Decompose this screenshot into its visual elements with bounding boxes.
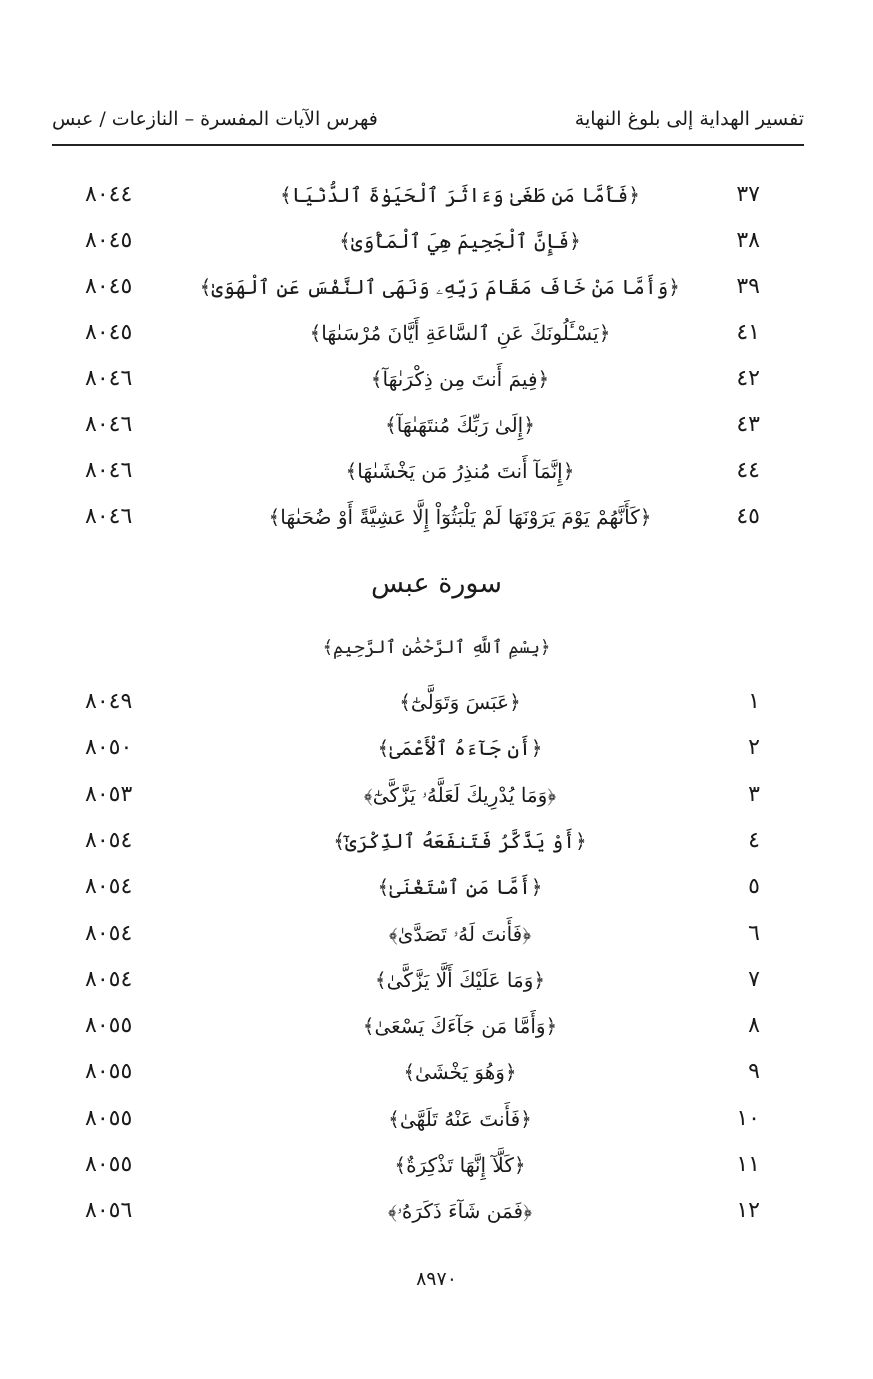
ayah-number: ٧ bbox=[748, 966, 760, 992]
index-row bbox=[60, 313, 760, 353]
ayah-number: ٤٤ bbox=[736, 458, 760, 483]
running-header bbox=[52, 108, 804, 138]
ayah-number: ١٠ bbox=[736, 1105, 760, 1131]
ayah-text: ﴿أَوْ يَذَّكَّرُ فَتَنفَعَهُ ٱلذِّكْرَىٰٓ﴾ bbox=[333, 828, 587, 853]
ayah-number: ٣٨ bbox=[736, 228, 760, 253]
page-reference: ٨٠٥٥ bbox=[85, 1105, 133, 1131]
index-row bbox=[60, 1099, 760, 1139]
index-row bbox=[60, 1052, 760, 1092]
page-reference: ٨٠٤٦ bbox=[85, 458, 133, 483]
page-reference: ٨٠٤٥ bbox=[85, 274, 133, 299]
index-row bbox=[60, 1191, 760, 1231]
index-row bbox=[60, 728, 760, 768]
index-row bbox=[60, 1145, 760, 1185]
ayah-number: ١٢ bbox=[736, 1198, 760, 1224]
index-row bbox=[60, 405, 760, 445]
page-reference: ٨٠٥٠ bbox=[85, 735, 133, 761]
ayah-text: ﴿فَإِنَّ ٱلْجَحِيمَ هِيَ ٱلْمَأْوَىٰ﴾ bbox=[339, 229, 581, 253]
page-reference: ٨٠٤٩ bbox=[85, 689, 133, 714]
ayah-text: ﴿فَمَن شَآءَ ذَكَرَهُۥ﴾ bbox=[388, 1199, 532, 1224]
ayah-number: ٨ bbox=[748, 1013, 760, 1039]
ayah-text: ﴿أَن جَآءَهُ ٱلْأَعْمَىٰ﴾ bbox=[377, 736, 543, 761]
ayah-number: ٣٩ bbox=[736, 274, 760, 299]
page-reference: ٨٠٤٥ bbox=[85, 228, 133, 253]
ayah-text: ﴿فِيمَ أَنتَ مِن ذِكْرَىٰهَآ﴾ bbox=[370, 367, 550, 391]
index-row bbox=[60, 359, 760, 399]
index-row bbox=[60, 914, 760, 954]
index-row bbox=[60, 960, 760, 1000]
page-reference: ٨٠٥٤ bbox=[85, 966, 133, 992]
ayah-text: ﴿فَأَنتَ عَنْهُ تَلَهَّىٰ﴾ bbox=[388, 1106, 532, 1131]
ayah-text: ﴿إِلَىٰ رَبِّكَ مُنتَهَىٰهَآ﴾ bbox=[385, 413, 535, 437]
ayah-text: ﴿يَسْـَٔلُونَكَ عَنِ ٱلسَّاعَةِ أَيَّانَ مُرْسَىٰهَا﴾ bbox=[309, 321, 611, 345]
index-row bbox=[60, 821, 760, 861]
ayah-text: ﴿أَمَّا مَنِ ٱسْتَغْنَىٰ﴾ bbox=[377, 875, 543, 900]
index-row bbox=[60, 175, 760, 215]
ayah-number: ٥ bbox=[748, 874, 760, 900]
ayah-number: ٦ bbox=[748, 920, 760, 946]
page-reference: ٨٠٤٦ bbox=[85, 504, 133, 529]
index-row bbox=[60, 221, 760, 261]
ayah-text: ﴿وَأَمَّا مَنْ خَافَ مَقَامَ رَبِّهِۦ وَنَهَى ٱلنَّفْسَ عَنِ ٱلْهَوَىٰ﴾ bbox=[199, 275, 680, 299]
ayah-number: ٣ bbox=[748, 781, 760, 807]
index-row bbox=[60, 1006, 760, 1046]
ayah-number: ١١ bbox=[736, 1152, 760, 1177]
sura-title: سورة عبس bbox=[370, 568, 503, 599]
index-title: فهرس الآيات المفسرة – النازعات / عبس bbox=[52, 108, 378, 130]
page-reference: ٨٠٥٦ bbox=[85, 1198, 133, 1224]
ayah-text: ﴿فَأَنتَ لَهُۥ تَصَدَّىٰ﴾ bbox=[388, 921, 532, 946]
ayah-number: ٤ bbox=[748, 827, 760, 853]
page-reference: ٨٠٤٤ bbox=[85, 182, 133, 207]
ayah-text: ﴿فَأَمَّا مَن طَغَىٰ وَءَاثَرَ ٱلْحَيَوٰةَ ٱلدُّنْيَا﴾ bbox=[280, 183, 640, 207]
index-row bbox=[60, 775, 760, 815]
page-reference: ٨٠٥٥ bbox=[85, 1059, 133, 1085]
index-row bbox=[60, 867, 760, 907]
ayah-text: ﴿عَبَسَ وَتَوَلَّىٰٓ﴾ bbox=[399, 690, 521, 714]
ayah-text: ﴿وَمَا عَلَيْكَ أَلَّا يَزَّكَّىٰ﴾ bbox=[374, 967, 546, 992]
ayah-text: ﴿إِنَّمَآ أَنتَ مُنذِرُ مَن يَخْشَىٰهَا﴾ bbox=[345, 459, 575, 483]
page-reference: ٨٠٤٦ bbox=[85, 366, 133, 391]
ayah-number: ٩ bbox=[748, 1059, 760, 1085]
ayah-number: ٢ bbox=[748, 735, 760, 761]
ayah-number: ٣٧ bbox=[736, 182, 760, 207]
page-reference: ٨٠٥٤ bbox=[85, 874, 133, 900]
index-row bbox=[60, 451, 760, 491]
ayah-number: ٤٣ bbox=[736, 412, 760, 437]
page-reference: ٨٠٥٤ bbox=[85, 827, 133, 853]
page-reference: ٨٠٥٤ bbox=[85, 920, 133, 946]
page-reference: ٨٠٤٦ bbox=[85, 412, 133, 437]
ayah-text: ﴿وَمَا يُدْرِيكَ لَعَلَّهُۥ يَزَّكَّىٰٓ﴾ bbox=[363, 782, 557, 807]
page-reference: ٨٠٥٥ bbox=[85, 1152, 133, 1177]
header-rule bbox=[52, 144, 804, 146]
index-row bbox=[60, 267, 760, 307]
ayah-text: ﴿وَأَمَّا مَن جَآءَكَ يَسْعَىٰ﴾ bbox=[362, 1014, 558, 1039]
ayah-text: ﴿كَلَّآ إِنَّهَا تَذْكِرَةٌ﴾ bbox=[394, 1153, 526, 1177]
ayah-number: ٤٥ bbox=[736, 504, 760, 529]
basmala: ﴿بِسْمِ ٱللَّهِ ٱلرَّحْمَٰنِ ٱلرَّحِيمِ﴾ bbox=[322, 637, 551, 658]
book-title: تفسير الهداية إلى بلوغ النهاية bbox=[574, 108, 804, 130]
ayah-number: ٤١ bbox=[736, 320, 760, 345]
ayah-number: ٤٢ bbox=[736, 366, 760, 391]
index-row bbox=[60, 497, 760, 537]
page-reference: ٨٠٥٣ bbox=[85, 781, 133, 807]
ayah-text: ﴿كَأَنَّهُمْ يَوْمَ يَرَوْنَهَا لَمْ يَلْبَثُوٓاْ إِلَّا عَشِيَّةً أَوْ ضُحَىٰهَا﴾ bbox=[268, 505, 652, 529]
ayah-text: ﴿وَهُوَ يَخْشَىٰ﴾ bbox=[403, 1060, 517, 1085]
page-number: ٨٩٧٠ bbox=[416, 1268, 457, 1290]
page-reference: ٨٠٥٥ bbox=[85, 1013, 133, 1039]
ayah-number: ١ bbox=[748, 689, 760, 714]
page-reference: ٨٠٤٥ bbox=[85, 320, 133, 345]
index-row bbox=[60, 682, 760, 722]
